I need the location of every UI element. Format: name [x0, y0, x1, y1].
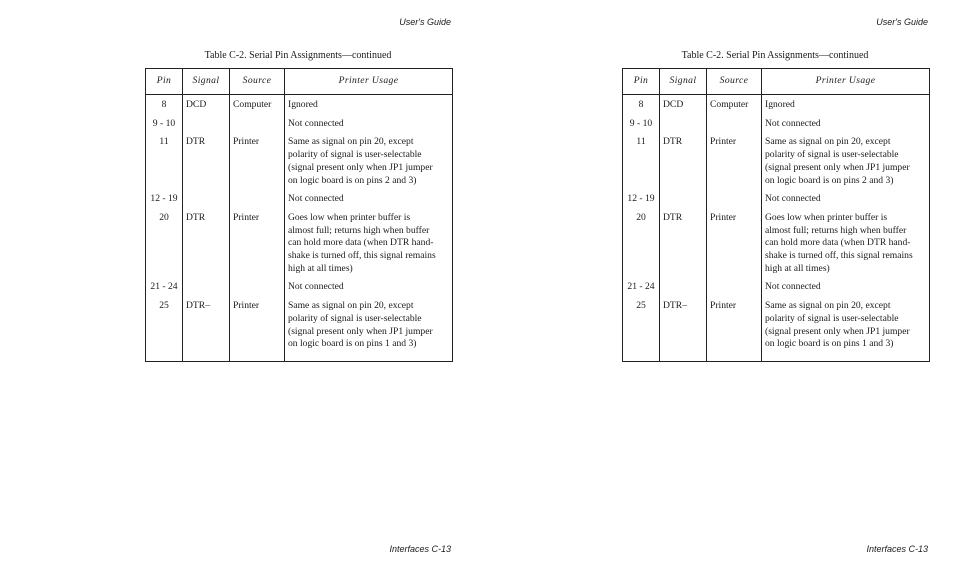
pin-cell: 9 - 10: [629, 117, 653, 129]
column-header-signal: Signal: [660, 69, 707, 95]
usage-cell: [285, 193, 453, 212]
pin-cell: 21 - 24: [150, 281, 178, 293]
signal-cell: [183, 281, 230, 300]
table-row: [623, 136, 930, 193]
pin-cell: 21 - 24: [627, 281, 655, 293]
running-header: User's Guide: [876, 17, 928, 27]
source-cell: Computer: [230, 95, 285, 118]
table-row: [146, 212, 453, 282]
pin-cell: 11: [159, 136, 169, 148]
column-header-pin: Pin: [623, 69, 660, 95]
usage-cell: [285, 300, 453, 361]
table-body: [623, 95, 930, 362]
pin-assignments-table: [622, 68, 930, 362]
usage-line: high at all times): [288, 262, 353, 274]
running-footer: Interfaces C-13: [866, 544, 928, 554]
usage-line: polarity of signal is user-selectable: [765, 312, 899, 324]
usage-cell: [285, 136, 453, 193]
usage-line: Same as signal on pin 20, except: [288, 300, 414, 312]
table-row: [146, 95, 453, 118]
signal-cell: DTR: [183, 212, 230, 282]
signal-cell: DTR: [660, 136, 707, 193]
usage-line: Goes low when printer buffer is: [765, 211, 888, 223]
source-cell: [707, 118, 762, 137]
running-footer: Interfaces C-13: [389, 544, 451, 554]
source-cell: Printer: [707, 136, 762, 193]
signal-cell: [183, 193, 230, 212]
usage-line: Not connected: [765, 281, 821, 293]
source-cell: Printer: [230, 212, 285, 282]
source-cell: [707, 193, 762, 212]
pin-cell: 20: [636, 211, 646, 223]
source-cell: [707, 281, 762, 300]
table-row: [623, 118, 930, 137]
usage-line: can hold more data (when DTR hand-: [288, 237, 434, 249]
table-row: [146, 193, 453, 212]
usage-line: on logic board is on pins 2 and 3): [765, 174, 894, 186]
usage-line: can hold more data (when DTR hand-: [765, 237, 911, 249]
source-cell: [230, 281, 285, 300]
usage-cell: [762, 95, 930, 118]
signal-cell: [660, 193, 707, 212]
usage-cell: [285, 95, 453, 118]
usage-line: polarity of signal is user-selectable: [288, 312, 422, 324]
signal-cell: DTR: [660, 212, 707, 282]
pin-cell: 25: [159, 300, 169, 312]
column-header-usage: Printer Usage: [762, 69, 930, 95]
usage-line: shake is turned off, this signal remains: [765, 250, 913, 262]
table-row: [146, 281, 453, 300]
column-header-usage: Printer Usage: [285, 69, 453, 95]
table-body: [146, 95, 453, 362]
usage-line: Same as signal on pin 20, except: [765, 136, 891, 148]
table-row: [623, 212, 930, 282]
signal-cell: DTR–: [183, 300, 230, 361]
usage-line: on logic board is on pins 1 and 3): [765, 338, 894, 350]
usage-line: Not connected: [288, 281, 344, 293]
signal-cell: [660, 118, 707, 137]
table-row: [623, 281, 930, 300]
usage-line: on logic board is on pins 1 and 3): [288, 338, 417, 350]
source-cell: [230, 118, 285, 137]
table-row: [146, 300, 453, 361]
source-cell: Printer: [230, 300, 285, 361]
usage-line: Goes low when printer buffer is: [288, 211, 411, 223]
column-header-source: Source: [230, 69, 285, 95]
table-caption: Table C-2. Serial Pin Assignments—continued: [681, 50, 869, 61]
usage-cell: [285, 281, 453, 300]
pin-assignments-table: [145, 68, 453, 362]
usage-line: shake is turned off, this signal remains: [288, 250, 436, 262]
usage-line: (signal present only when JP1 jumper: [765, 325, 910, 337]
usage-line: Not connected: [765, 117, 821, 129]
usage-line: polarity of signal is user-selectable: [765, 149, 899, 161]
usage-line: Not connected: [288, 193, 344, 205]
pin-cell: 11: [636, 136, 646, 148]
pin-cell: 12 - 19: [627, 193, 655, 205]
running-header: User's Guide: [399, 17, 451, 27]
pin-cell: 8: [161, 99, 167, 110]
usage-line: high at all times): [765, 262, 830, 274]
usage-line: Not connected: [288, 117, 344, 129]
usage-line: (signal present only when JP1 jumper: [288, 161, 433, 173]
usage-cell: [762, 118, 930, 137]
usage-line: Ignored: [765, 99, 795, 110]
pin-cell: 8: [638, 99, 644, 110]
signal-cell: DTR: [183, 136, 230, 193]
signal-cell: DCD: [183, 95, 230, 118]
pin-cell: 25: [636, 300, 646, 312]
signal-cell: [660, 281, 707, 300]
usage-line: almost full; returns high when buffer: [765, 224, 907, 236]
usage-line: almost full; returns high when buffer: [288, 224, 430, 236]
usage-line: Same as signal on pin 20, except: [765, 300, 891, 312]
usage-cell: [762, 281, 930, 300]
usage-cell: [285, 118, 453, 137]
table-row: [146, 136, 453, 193]
source-cell: Printer: [230, 136, 285, 193]
usage-line: Same as signal on pin 20, except: [288, 136, 414, 148]
usage-cell: [285, 212, 453, 282]
usage-cell: [762, 212, 930, 282]
table-row: [623, 95, 930, 118]
column-header-pin: Pin: [146, 69, 183, 95]
table-row: [146, 118, 453, 137]
usage-line: on logic board is on pins 2 and 3): [288, 174, 417, 186]
usage-line: (signal present only when JP1 jumper: [765, 161, 910, 173]
usage-cell: [762, 136, 930, 193]
source-cell: Printer: [707, 300, 762, 361]
column-header-source: Source: [707, 69, 762, 95]
signal-cell: DTR–: [660, 300, 707, 361]
pin-cell: 9 - 10: [152, 117, 176, 129]
source-cell: [230, 193, 285, 212]
usage-line: Ignored: [288, 99, 318, 110]
usage-line: polarity of signal is user-selectable: [288, 149, 422, 161]
pin-cell: 20: [159, 211, 169, 223]
usage-line: Not connected: [765, 193, 821, 205]
usage-cell: [762, 300, 930, 361]
signal-cell: DCD: [660, 95, 707, 118]
page-right: [477, 0, 954, 580]
usage-line: (signal present only when JP1 jumper: [288, 325, 433, 337]
source-cell: Printer: [707, 212, 762, 282]
table-caption: Table C-2. Serial Pin Assignments—continued: [204, 50, 392, 61]
usage-cell: [762, 193, 930, 212]
signal-cell: [183, 118, 230, 137]
column-header-signal: Signal: [183, 69, 230, 95]
table-row: [623, 300, 930, 361]
pin-cell: 12 - 19: [150, 193, 178, 205]
source-cell: Computer: [707, 95, 762, 118]
table-row: [623, 193, 930, 212]
